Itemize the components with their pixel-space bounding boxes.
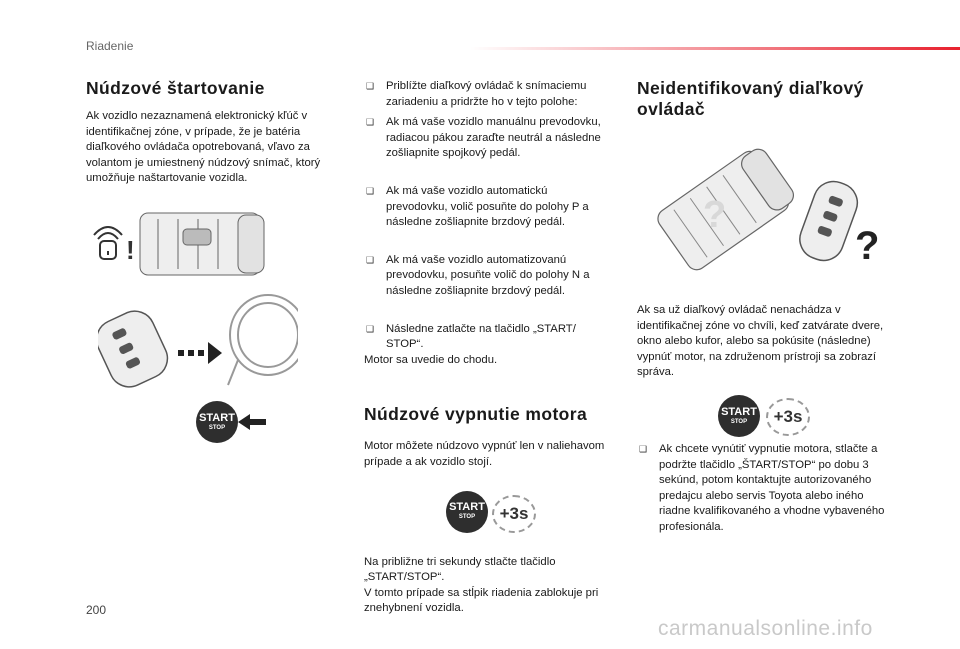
- bullet-marker-icon: ❑: [366, 185, 375, 196]
- emergency-stop-note-2: V tomto prípade sa stĺpik riadenia zablokuje pri znehybnení vozidla.: [364, 586, 599, 615]
- start-stop-button-figure-1: [196, 401, 238, 443]
- title-emergency-stop: Núdzové vypnutie motora: [364, 404, 588, 425]
- page-number: 200: [86, 603, 107, 617]
- list-item: ❑ Ak má vaše vozidlo automatizovanú prevodovku, posuňte volič do polohy N a následne zošliapnite brzdový pedál.: [366, 253, 590, 297]
- remote-key-icon: [794, 176, 863, 266]
- column-unidentified-remote: [637, 78, 887, 120]
- van-top-view-icon: [140, 213, 264, 275]
- section-header: Riadenie: [86, 39, 134, 53]
- hold-3s-timer-icon: +3s: [766, 398, 810, 436]
- unidentified-key-illustration: [645, 135, 885, 290]
- emergency-stop-text: Motor môžete núdzovo vypnúť len v naliehavom prípade a ak vozidlo stojí.: [364, 440, 605, 468]
- steering-wheel-key-illustration: [98, 290, 298, 400]
- stop-label: STOP: [208, 424, 226, 431]
- svg-text:!: !: [126, 235, 135, 265]
- list-item: ❑ Ak má vaše vozidlo manuálnu prevodovku, radiacou pákou zaraďte neutrál a následne zošliapnite spojkový pedál.: [366, 116, 601, 160]
- arrow-right-icon: [178, 342, 222, 364]
- start-label: START: [449, 501, 485, 513]
- car-key-warning-illustration: [88, 205, 288, 287]
- intro-emergency-start: Ak vozidlo nezaznamená elektronický kľúč v identifikačnej zóne, v prípade, že je batéria diaľkového ovládača opotrebovaná, vľavo za volantom je umiestnený núdzový snímač, ktorý umožňuje naštartovanie vozidla.: [86, 110, 321, 185]
- emergency-stop-note: Na približne tri sekundy stlačte tlačidlo „START/STOP“.: [364, 555, 556, 584]
- title-emergency-start: Núdzové štartovanie: [86, 78, 265, 98]
- start-label: START: [721, 405, 757, 418]
- start-stop-hold-figure-2: [364, 471, 612, 555]
- engine-starts-text: Motor sa uvedie do chodu.: [364, 353, 498, 366]
- bullet-marker-icon: ❑: [366, 254, 375, 265]
- start-label: START: [199, 411, 235, 424]
- unidentified-remote-text: Ak sa už diaľkový ovládač nenachádza v identifikačnej zóne vo chvíli, keď zatvárate dvere, okno alebo kufor, alebo sa pokúsite (následne) vypnúť motor, na združenom prístroji sa zobrazí správa.: [637, 304, 884, 379]
- arrow-left-icon: [238, 412, 268, 432]
- key-warning-icon: [94, 227, 122, 259]
- bullet-marker-icon: ❑: [366, 81, 375, 91]
- question-mark-icon: ?: [703, 194, 727, 236]
- list-item: ❑ Ak chcete vynútiť vypnutie motora, stlačte a podržte tlačidlo „ŠTART/STOP“ po dobu 3 sekúnd, potom kontaktujte autorizovaného predajcu alebo servis Toyota alebo iného riadne kvalifikovaného a vhodne vybaveného profesionála.: [639, 443, 885, 533]
- column-steps: [364, 79, 612, 617]
- stop-label: STOP: [730, 418, 748, 425]
- hold-3s-timer-icon: +3s: [492, 495, 536, 533]
- column-emergency-start: [86, 78, 346, 187]
- header-accent-bar: [470, 47, 960, 50]
- title-unidentified-remote: Neidentifikovaný diaľkový ovládač: [637, 78, 864, 119]
- list-item: ❑ Priblížte diaľkový ovládač k snímaciemu zariadeniu a pridržte ho v tejto polohe:: [366, 80, 587, 108]
- column-unidentified-remote-body: [637, 303, 887, 381]
- start-stop-button-icon: [718, 395, 760, 437]
- start-stop-button-icon: [196, 401, 238, 443]
- question-mark-icon: ?: [855, 224, 880, 268]
- bullet-marker-icon: ❑: [639, 444, 648, 454]
- watermark: carmanualsonline.info: [658, 617, 873, 640]
- bullet-marker-icon: ❑: [366, 323, 375, 334]
- start-stop-button-icon: [446, 491, 488, 533]
- van-top-view-icon: [654, 143, 799, 274]
- list-item: ❑ Následne zatlačte na tlačidlo „START/ STOP“.: [366, 322, 576, 351]
- stop-label: STOP: [458, 514, 476, 520]
- column-unidentified-remote-bullet: [637, 442, 889, 536]
- steering-wheel-icon: [228, 295, 298, 385]
- remote-key-icon: [98, 305, 174, 394]
- list-item: ❑ Ak má vaše vozidlo automatickú prevodovku, volič posuňte do polohy P a následne zošliapnite brzdový pedál.: [366, 184, 589, 229]
- start-stop-hold-figure-3: [718, 393, 818, 439]
- bullet-marker-icon: ❑: [366, 117, 375, 128]
